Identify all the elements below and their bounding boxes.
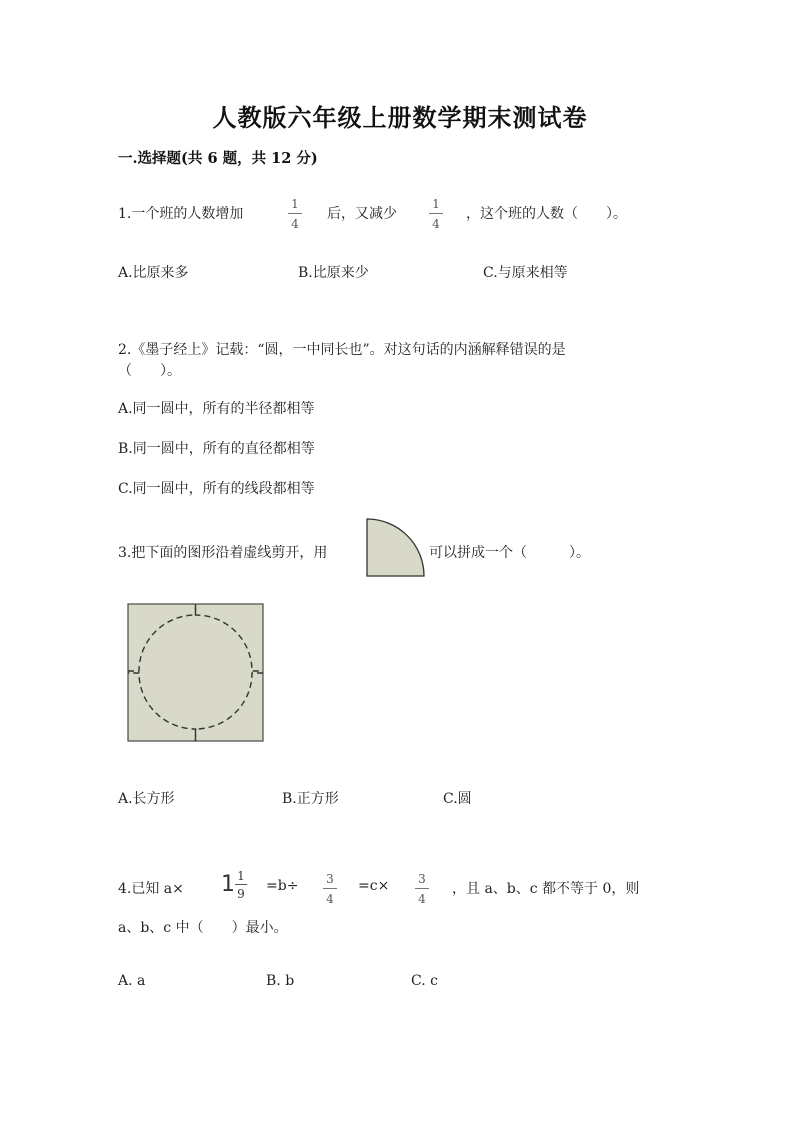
q4-fraction-1 bbox=[322, 873, 338, 905]
q4-option-b[interactable]: B. b bbox=[266, 973, 295, 989]
q1-option-c[interactable]: C.与原来相等 bbox=[483, 265, 568, 281]
fraction-bar bbox=[288, 213, 302, 214]
q3-option-b[interactable]: B.正方形 bbox=[282, 791, 339, 807]
quarter-circle-path bbox=[367, 519, 424, 576]
q2-option-c[interactable]: C.同一圆中，所有的线段都相等 bbox=[118, 481, 315, 497]
q1-fraction-2 bbox=[428, 198, 444, 230]
page-title: 人教版六年级上册数学期末测试卷 bbox=[212, 103, 588, 132]
fraction-bar bbox=[429, 213, 443, 214]
fraction-bar bbox=[415, 888, 429, 889]
q4-mixed-denominator: 9 bbox=[237, 887, 245, 901]
fraction-bar bbox=[235, 884, 247, 885]
q1-fraction-2-numerator: 1 bbox=[432, 197, 440, 211]
q3-text-end: 可以拼成一个（ ）。 bbox=[429, 545, 590, 561]
q4-text-b: =b÷ bbox=[266, 878, 299, 894]
q4-mixed-fraction bbox=[235, 870, 247, 900]
q1-text-end: ，这个班的人数（ ）。 bbox=[466, 206, 627, 222]
q1-fraction-2-denominator: 4 bbox=[432, 217, 440, 231]
dashed-square-figure bbox=[125, 601, 267, 743]
q4-mixed-number bbox=[221, 870, 251, 906]
q2-option-a[interactable]: A.同一圆中，所有的半径都相等 bbox=[118, 401, 315, 417]
q4-fraction-1-denominator: 4 bbox=[326, 892, 334, 906]
section-heading: 一.选择题(共 6 题，共 12 分) bbox=[118, 150, 318, 167]
q1-text-middle: 后，又减少 bbox=[327, 206, 397, 222]
q4-option-a[interactable]: A. a bbox=[118, 973, 146, 989]
q4-mixed-numerator: 1 bbox=[237, 869, 245, 883]
q1-fraction-1-denominator: 4 bbox=[291, 217, 299, 231]
q4-text-line-2: a、b、c 中（ ）最小。 bbox=[118, 920, 288, 936]
q4-mixed-whole: 1 bbox=[221, 872, 235, 897]
q1-option-b[interactable]: B.比原来少 bbox=[298, 265, 369, 281]
q1-fraction-1-numerator: 1 bbox=[291, 197, 299, 211]
q3-option-a[interactable]: A.长方形 bbox=[118, 791, 175, 807]
q2-text-line-2: （ ）。 bbox=[118, 363, 181, 379]
q1-fraction-1 bbox=[287, 198, 303, 230]
q3-option-c[interactable]: C.圆 bbox=[443, 791, 472, 807]
q4-fraction-2-numerator: 3 bbox=[418, 872, 426, 886]
q4-text-start: 4.已知 a× bbox=[118, 881, 184, 897]
q4-fraction-2-denominator: 4 bbox=[418, 892, 426, 906]
q4-fraction-1-numerator: 3 bbox=[326, 872, 334, 886]
q4-fraction-2 bbox=[414, 873, 430, 905]
q4-text-d: ，且 a、b、c 都不等于 0，则 bbox=[452, 881, 640, 897]
square-outline bbox=[128, 604, 263, 741]
q4-option-c[interactable]: C. c bbox=[411, 973, 438, 989]
q3-text-start: 3.把下面的图形沿着虚线剪开，用 bbox=[118, 545, 328, 561]
q2-option-b[interactable]: B.同一圆中，所有的直径都相等 bbox=[118, 441, 315, 457]
q2-text-line-1: 2.《墨子经上》记载：“圆，一中同长也”。对这句话的内涵解释错误的是 bbox=[118, 342, 566, 358]
q4-text-c: =c× bbox=[358, 878, 390, 894]
q1-option-a[interactable]: A.比原来多 bbox=[118, 265, 189, 281]
q1-text-start: 1.一个班的人数增加 bbox=[118, 206, 244, 222]
fraction-bar bbox=[323, 888, 337, 889]
quarter-circle-shape bbox=[364, 516, 428, 578]
